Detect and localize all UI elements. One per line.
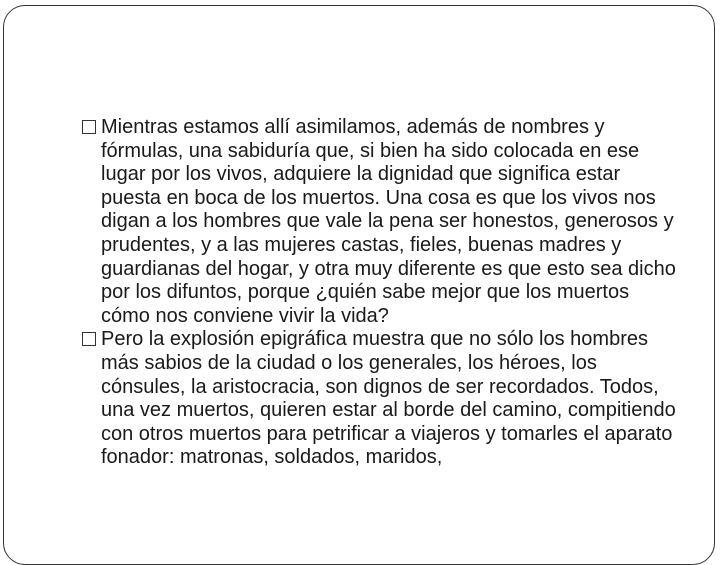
square-bullet-icon: [82, 120, 96, 134]
bullet-text: Pero la explosión epigráfica muestra que no sólo los hombres más sabios de la ciudad o los generales, los héroes, los cónsules, la aristocracia, son dignos de ser recordados. Todos, una vez muertos, quieren estar al borde del camino, compitiendo con otros muertos para petrificar a viajeros y tomarles el aparato fonador: matronas, soldados, maridos,: [101, 328, 676, 469]
bullet-item: [82, 116, 682, 328]
bullet-item: [82, 328, 682, 470]
bullet-text: Mientras estamos allí asimilamos, además de nombres y fórmulas, una sabiduría que, si bien ha sido colocada en ese lugar por los vivos, adquiere la dignidad que significa estar puesta en boca de los muertos. Una cosa es que los vivos nos digan a los hombres que vale la pena ser honestos, generosos y prudentes, y a las mujeres castas, fieles, buenas madres y guardianas del hogar, y otra muy diferente es que esto sea dicho por los difuntos, porque ¿quién sabe mejor que los muertos cómo nos conviene vivir la vida?: [101, 116, 676, 327]
slide-content: [82, 116, 682, 470]
square-bullet-icon: [82, 332, 96, 346]
